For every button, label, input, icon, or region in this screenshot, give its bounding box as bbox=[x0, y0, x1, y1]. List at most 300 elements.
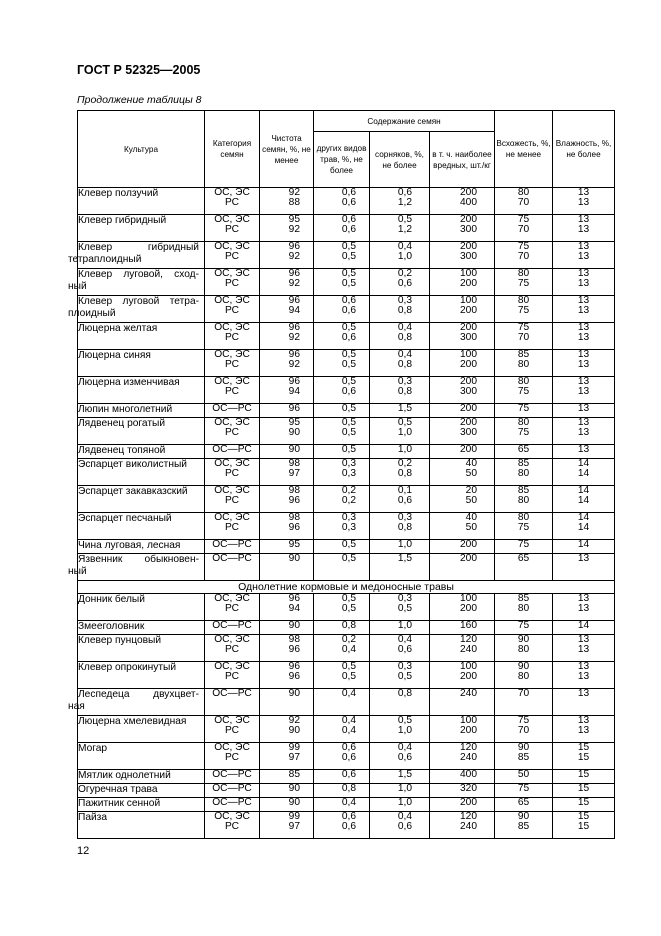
moisture-value bbox=[553, 621, 615, 635]
seed-category bbox=[205, 554, 260, 581]
weeds-value bbox=[370, 188, 430, 215]
harmful-value-value: 120 bbox=[460, 742, 477, 753]
germination-value-value: 70 bbox=[517, 196, 530, 208]
purity-value-value: 92 bbox=[288, 715, 300, 726]
weeds-value bbox=[370, 716, 430, 743]
germination-value-value: 80 bbox=[517, 643, 530, 655]
germination-value-value: 80 bbox=[517, 187, 530, 198]
germination-value bbox=[495, 188, 553, 215]
other-species-value-value: 0,8 bbox=[341, 783, 356, 794]
weeds-value bbox=[370, 486, 430, 513]
moisture-value-value: 13 bbox=[577, 602, 590, 614]
moisture-value-value: 15 bbox=[577, 742, 590, 753]
weeds-value-value: 0,5 bbox=[397, 715, 412, 726]
weeds-value-value: 0,5 bbox=[397, 670, 412, 682]
germination-value-value: 75 bbox=[517, 783, 530, 794]
germination-value-value: 80 bbox=[517, 417, 530, 428]
column-header-content-group: Содержание семян bbox=[314, 111, 495, 132]
weeds-value-value: 1,0 bbox=[397, 724, 412, 736]
seed-category-value: ОС, ЭС bbox=[214, 661, 250, 672]
other-species-value-value: 0,5 bbox=[341, 358, 356, 370]
seed-category bbox=[205, 716, 260, 743]
weeds-value-value: 0,3 bbox=[397, 661, 412, 672]
harmful-value-value: 200 bbox=[460, 539, 477, 550]
table-row bbox=[78, 554, 615, 581]
weeds-value bbox=[370, 743, 430, 770]
seed-category bbox=[205, 418, 260, 445]
moisture-value-value: 14 bbox=[577, 467, 590, 479]
germination-value-value: 65 bbox=[517, 553, 530, 564]
germination-value-value: 75 bbox=[517, 241, 530, 252]
seed-category bbox=[205, 635, 260, 662]
moisture-value-value: 15 bbox=[577, 769, 590, 780]
harmful-value-value: 300 bbox=[460, 331, 477, 343]
other-species-value bbox=[314, 404, 370, 418]
moisture-value bbox=[553, 743, 615, 770]
germination-value bbox=[495, 513, 553, 540]
purity-value bbox=[260, 554, 314, 581]
harmful-value-value: 100 bbox=[460, 661, 477, 672]
harmful-value bbox=[430, 662, 495, 689]
seed-category bbox=[205, 188, 260, 215]
purity-value bbox=[260, 404, 314, 418]
purity-value bbox=[260, 215, 314, 242]
crop-name bbox=[68, 242, 205, 269]
germination-value-value: 80 bbox=[517, 670, 530, 682]
harmful-value bbox=[430, 540, 495, 554]
seed-category-value: ОС—РС bbox=[212, 403, 252, 414]
germination-value-value: 75 bbox=[517, 521, 530, 533]
weeds-value bbox=[370, 296, 430, 323]
purity-value-value: 96 bbox=[288, 661, 300, 672]
other-species-value-value: 0,3 bbox=[341, 458, 356, 469]
purity-value-value: 90 bbox=[288, 688, 300, 699]
harmful-value bbox=[430, 445, 495, 459]
weeds-value bbox=[370, 540, 430, 554]
moisture-value-value: 13 bbox=[577, 385, 590, 397]
purity-value-value: 98 bbox=[288, 634, 300, 645]
moisture-value-value: 13 bbox=[577, 295, 590, 306]
seed-category-value: ОС, ЭС bbox=[214, 512, 250, 523]
harmful-value-value: 200 bbox=[460, 403, 477, 414]
weeds-value bbox=[370, 635, 430, 662]
germination-value-value: 50 bbox=[517, 769, 530, 780]
other-species-value bbox=[314, 269, 370, 296]
purity-value-value: 92 bbox=[288, 277, 300, 289]
crop-name: Чина луговая, лесная bbox=[78, 540, 205, 554]
weeds-value bbox=[370, 404, 430, 418]
other-species-value bbox=[314, 215, 370, 242]
seed-category-value: РС bbox=[224, 196, 240, 208]
document-standard-title: ГОСТ Р 52325—2005 bbox=[77, 63, 201, 77]
weeds-value-value: 1,0 bbox=[397, 250, 412, 262]
weeds-value bbox=[370, 513, 430, 540]
weeds-value-value: 0,6 bbox=[397, 277, 412, 289]
moisture-value bbox=[553, 716, 615, 743]
germination-value bbox=[495, 377, 553, 404]
purity-value bbox=[260, 594, 314, 621]
purity-value-value: 92 bbox=[288, 223, 300, 235]
other-species-value-value: 0,3 bbox=[341, 467, 356, 479]
seed-category-value: РС bbox=[224, 358, 240, 370]
moisture-value-value: 13 bbox=[577, 376, 590, 387]
moisture-value-value: 13 bbox=[577, 688, 590, 699]
harmful-value-value: 240 bbox=[460, 751, 477, 763]
moisture-value-value: 14 bbox=[577, 512, 590, 523]
purity-value-value: 99 bbox=[288, 811, 300, 822]
moisture-value-value: 14 bbox=[577, 458, 590, 469]
weeds-value-value: 0,4 bbox=[397, 811, 412, 822]
table-row bbox=[78, 486, 615, 513]
crop-name-line: Клевер луговой, сход- bbox=[78, 269, 199, 280]
purity-value-value: 94 bbox=[288, 385, 300, 397]
moisture-value bbox=[553, 350, 615, 377]
purity-value-value: 90 bbox=[288, 724, 300, 736]
moisture-value bbox=[553, 404, 615, 418]
harmful-value-value: 100 bbox=[460, 268, 477, 279]
moisture-value-value: 13 bbox=[577, 724, 590, 736]
seed-category-value: РС bbox=[224, 277, 240, 289]
seed-category-value: ОС, ЭС bbox=[214, 458, 250, 469]
purity-value-value: 95 bbox=[288, 539, 300, 550]
seed-category bbox=[205, 540, 260, 554]
weeds-value bbox=[370, 323, 430, 350]
other-species-value bbox=[314, 486, 370, 513]
harmful-value-value: 120 bbox=[460, 634, 477, 645]
weeds-value-value: 0,3 bbox=[397, 512, 412, 523]
other-species-value-value: 0,5 bbox=[341, 661, 356, 672]
crop-name: Клевер опрокинутый bbox=[78, 662, 205, 689]
germination-value-value: 90 bbox=[517, 742, 530, 753]
germination-value-value: 85 bbox=[517, 458, 530, 469]
harmful-value bbox=[430, 296, 495, 323]
seed-category bbox=[205, 215, 260, 242]
moisture-value-value: 13 bbox=[577, 643, 590, 655]
moisture-value bbox=[553, 242, 615, 269]
purity-value-value: 96 bbox=[288, 322, 300, 333]
other-species-value-value: 0,5 bbox=[341, 593, 356, 604]
moisture-value-value: 14 bbox=[577, 485, 590, 496]
germination-value-value: 75 bbox=[517, 539, 530, 550]
other-species-value bbox=[314, 716, 370, 743]
moisture-value-value: 13 bbox=[577, 358, 590, 370]
harmful-value bbox=[430, 269, 495, 296]
moisture-value bbox=[553, 377, 615, 404]
seed-category bbox=[205, 459, 260, 486]
other-species-value-value: 0,6 bbox=[341, 820, 356, 832]
crop-name-line: ный bbox=[68, 566, 87, 577]
other-species-value bbox=[314, 350, 370, 377]
harmful-value-value: 40 bbox=[465, 458, 477, 469]
germination-value-value: 70 bbox=[517, 250, 530, 262]
purity-value-value: 98 bbox=[288, 485, 300, 496]
germination-value-value: 70 bbox=[517, 223, 530, 235]
moisture-value bbox=[553, 662, 615, 689]
moisture-value bbox=[553, 798, 615, 812]
weeds-value-value: 0,2 bbox=[397, 458, 412, 469]
purity-value bbox=[260, 798, 314, 812]
moisture-value-value: 13 bbox=[577, 268, 590, 279]
moisture-value-value: 14 bbox=[577, 521, 590, 533]
germination-value-value: 80 bbox=[517, 494, 530, 506]
weeds-value-value: 0,8 bbox=[397, 304, 412, 316]
germination-value-value: 75 bbox=[517, 715, 530, 726]
weeds-value bbox=[370, 269, 430, 296]
moisture-value bbox=[553, 770, 615, 784]
harmful-value-value: 240 bbox=[460, 688, 477, 699]
harmful-value bbox=[430, 377, 495, 404]
weeds-value-value: 0,4 bbox=[397, 241, 412, 252]
crop-name: Эспарцет песчаный bbox=[78, 513, 205, 540]
table-row bbox=[78, 513, 615, 540]
seed-category-value: РС bbox=[224, 223, 240, 235]
weeds-value-value: 0,3 bbox=[397, 376, 412, 387]
seed-category-value: ОС, ЭС bbox=[214, 376, 250, 387]
seed-quality-table bbox=[68, 110, 615, 839]
moisture-value bbox=[553, 540, 615, 554]
table-row bbox=[78, 621, 615, 635]
crop-name: Клевер гибридный bbox=[78, 215, 205, 242]
table-row bbox=[78, 662, 615, 689]
seed-category bbox=[205, 269, 260, 296]
purity-value-value: 92 bbox=[288, 187, 300, 198]
weeds-value-value: 1,2 bbox=[397, 196, 412, 208]
purity-value-value: 90 bbox=[288, 426, 300, 438]
seed-category bbox=[205, 350, 260, 377]
column-header-harmful: в т. ч. наиболее вредных, шт./кг bbox=[430, 132, 495, 188]
harmful-value bbox=[430, 242, 495, 269]
crop-name-line: плоидный bbox=[68, 308, 116, 319]
moisture-value-value: 13 bbox=[577, 444, 590, 455]
crop-name-line: тетраплоидный bbox=[68, 254, 142, 265]
harmful-value bbox=[430, 716, 495, 743]
purity-value-value: 99 bbox=[288, 742, 300, 753]
other-species-value bbox=[314, 635, 370, 662]
moisture-value bbox=[553, 513, 615, 540]
purity-value bbox=[260, 540, 314, 554]
seed-category-value: РС bbox=[224, 331, 240, 343]
weeds-value-value: 0,3 bbox=[397, 593, 412, 604]
harmful-value-value: 300 bbox=[460, 385, 477, 397]
seed-category-value: ОС, ЭС bbox=[214, 187, 250, 198]
purity-value-value: 95 bbox=[288, 417, 300, 428]
table-row bbox=[78, 188, 615, 215]
other-species-value bbox=[314, 743, 370, 770]
purity-value-value: 96 bbox=[288, 593, 300, 604]
seed-category bbox=[205, 770, 260, 784]
seed-category bbox=[205, 486, 260, 513]
other-species-value-value: 0,5 bbox=[341, 539, 356, 550]
germination-value bbox=[495, 242, 553, 269]
crop-name: Клевер ползучий bbox=[78, 188, 205, 215]
purity-value-value: 96 bbox=[288, 268, 300, 279]
other-species-value-value: 0,6 bbox=[341, 751, 356, 763]
table-row bbox=[78, 215, 615, 242]
weeds-value-value: 1,0 bbox=[397, 797, 412, 808]
seed-category-value: РС bbox=[224, 385, 240, 397]
harmful-value bbox=[430, 350, 495, 377]
table-row bbox=[78, 635, 615, 662]
crop-name bbox=[68, 554, 205, 581]
weeds-value-value: 1,0 bbox=[397, 426, 412, 438]
other-species-value-value: 0,6 bbox=[341, 295, 356, 306]
harmful-value-value: 200 bbox=[460, 214, 477, 225]
germination-value bbox=[495, 770, 553, 784]
germination-value-value: 75 bbox=[517, 403, 530, 414]
table-row bbox=[78, 242, 615, 269]
germination-value-value: 80 bbox=[517, 295, 530, 306]
weeds-value bbox=[370, 812, 430, 839]
other-species-value-value: 0,4 bbox=[341, 688, 356, 699]
weeds-value-value: 1,0 bbox=[397, 444, 412, 455]
harmful-value-value: 200 bbox=[460, 376, 477, 387]
table-row bbox=[78, 350, 615, 377]
germination-value bbox=[495, 459, 553, 486]
annual-section bbox=[68, 593, 615, 839]
purity-value-value: 98 bbox=[288, 458, 300, 469]
purity-value-value: 96 bbox=[288, 349, 300, 360]
other-species-value-value: 0,4 bbox=[341, 643, 356, 655]
seed-category bbox=[205, 621, 260, 635]
weeds-value-value: 1,0 bbox=[397, 539, 412, 550]
weeds-value-value: 0,3 bbox=[397, 295, 412, 306]
moisture-value bbox=[553, 188, 615, 215]
seed-category-value: ОС, ЭС bbox=[214, 742, 250, 753]
purity-value-value: 96 bbox=[288, 403, 300, 414]
seed-category-value: ОС, ЭС bbox=[214, 241, 250, 252]
other-species-value bbox=[314, 513, 370, 540]
germination-value bbox=[495, 594, 553, 621]
seed-category-value: РС bbox=[224, 250, 240, 262]
column-header-moisture: Влажность, %, не более bbox=[553, 111, 615, 188]
germination-value bbox=[495, 635, 553, 662]
moisture-value-value: 14 bbox=[577, 539, 590, 550]
other-species-value-value: 0,5 bbox=[341, 403, 356, 414]
germination-value-value: 80 bbox=[517, 358, 530, 370]
weeds-value-value: 1,5 bbox=[397, 769, 412, 780]
seed-category-value: ОС—РС bbox=[212, 620, 252, 631]
other-species-value bbox=[314, 798, 370, 812]
moisture-value bbox=[553, 554, 615, 581]
moisture-value-value: 13 bbox=[577, 670, 590, 682]
purity-value bbox=[260, 188, 314, 215]
column-header-category: Категория семян bbox=[205, 111, 260, 188]
seed-category-value: ОС, ЭС bbox=[214, 593, 250, 604]
crop-name: Змееголовник bbox=[78, 621, 205, 635]
crop-name-line: Язвенник обыкновен- bbox=[78, 554, 199, 565]
moisture-value bbox=[553, 215, 615, 242]
other-species-value-value: 0,3 bbox=[341, 521, 356, 533]
purity-value bbox=[260, 296, 314, 323]
moisture-value-value: 15 bbox=[577, 811, 590, 822]
germination-value-value: 70 bbox=[517, 724, 530, 736]
moisture-value bbox=[553, 594, 615, 621]
seed-category bbox=[205, 743, 260, 770]
seed-category bbox=[205, 784, 260, 798]
germination-value-value: 85 bbox=[517, 485, 530, 496]
table-row bbox=[78, 812, 615, 839]
harmful-value-value: 50 bbox=[465, 494, 477, 506]
harmful-value-value: 50 bbox=[465, 521, 477, 533]
other-species-value-value: 0,2 bbox=[341, 485, 356, 496]
harmful-value-value: 240 bbox=[460, 820, 477, 832]
other-species-value-value: 0,5 bbox=[341, 553, 356, 564]
weeds-value bbox=[370, 459, 430, 486]
harmful-value bbox=[430, 784, 495, 798]
seed-category bbox=[205, 242, 260, 269]
other-species-value-value: 0,3 bbox=[341, 512, 356, 523]
harmful-value bbox=[430, 554, 495, 581]
seed-category bbox=[205, 377, 260, 404]
weeds-value-value: 0,8 bbox=[397, 688, 412, 699]
other-species-value bbox=[314, 323, 370, 350]
weeds-value bbox=[370, 662, 430, 689]
germination-value-value: 85 bbox=[517, 349, 530, 360]
weeds-value bbox=[370, 554, 430, 581]
harmful-value bbox=[430, 188, 495, 215]
purity-value-value: 90 bbox=[288, 783, 300, 794]
column-header-other-species: других видов трав, %, не более bbox=[314, 132, 370, 188]
purity-value-value: 98 bbox=[288, 512, 300, 523]
other-species-value bbox=[314, 377, 370, 404]
other-species-value bbox=[314, 784, 370, 798]
germination-value bbox=[495, 269, 553, 296]
other-species-value bbox=[314, 418, 370, 445]
moisture-value-value: 13 bbox=[577, 277, 590, 289]
weeds-value-value: 0,4 bbox=[397, 742, 412, 753]
harmful-value bbox=[430, 215, 495, 242]
purity-value bbox=[260, 445, 314, 459]
other-species-value-value: 0,5 bbox=[341, 417, 356, 428]
table-row bbox=[78, 377, 615, 404]
germination-value-value: 80 bbox=[517, 376, 530, 387]
harmful-value-value: 100 bbox=[460, 593, 477, 604]
moisture-value-value: 15 bbox=[577, 783, 590, 794]
crop-name: Донник белый bbox=[78, 594, 205, 621]
other-species-value bbox=[314, 540, 370, 554]
harmful-value-value: 200 bbox=[460, 724, 477, 736]
purity-value-value: 97 bbox=[288, 751, 300, 763]
moisture-value-value: 13 bbox=[577, 187, 590, 198]
crop-name-line: ный bbox=[68, 281, 87, 292]
moisture-value-value: 13 bbox=[577, 241, 590, 252]
seed-category bbox=[205, 513, 260, 540]
crop-name bbox=[68, 296, 205, 323]
table-row bbox=[78, 770, 615, 784]
harmful-value-value: 100 bbox=[460, 715, 477, 726]
germination-value bbox=[495, 296, 553, 323]
purity-value bbox=[260, 242, 314, 269]
weeds-value-value: 0,4 bbox=[397, 322, 412, 333]
purity-value-value: 90 bbox=[288, 797, 300, 808]
moisture-value-value: 13 bbox=[577, 403, 590, 414]
harmful-value-value: 200 bbox=[460, 444, 477, 455]
crop-name: Люцерна изменчивая bbox=[78, 377, 205, 404]
moisture-value bbox=[553, 784, 615, 798]
harmful-value-value: 120 bbox=[460, 811, 477, 822]
other-species-value-value: 0,4 bbox=[341, 797, 356, 808]
crop-name: Люцерна синяя bbox=[78, 350, 205, 377]
weeds-value-value: 0,4 bbox=[397, 634, 412, 645]
purity-value-value: 92 bbox=[288, 331, 300, 343]
other-species-value-value: 0,5 bbox=[341, 670, 356, 682]
moisture-value bbox=[553, 269, 615, 296]
moisture-value-value: 13 bbox=[577, 322, 590, 333]
germination-value bbox=[495, 540, 553, 554]
other-species-value bbox=[314, 621, 370, 635]
weeds-value-value: 0,4 bbox=[397, 349, 412, 360]
weeds-value-value: 0,8 bbox=[397, 521, 412, 533]
